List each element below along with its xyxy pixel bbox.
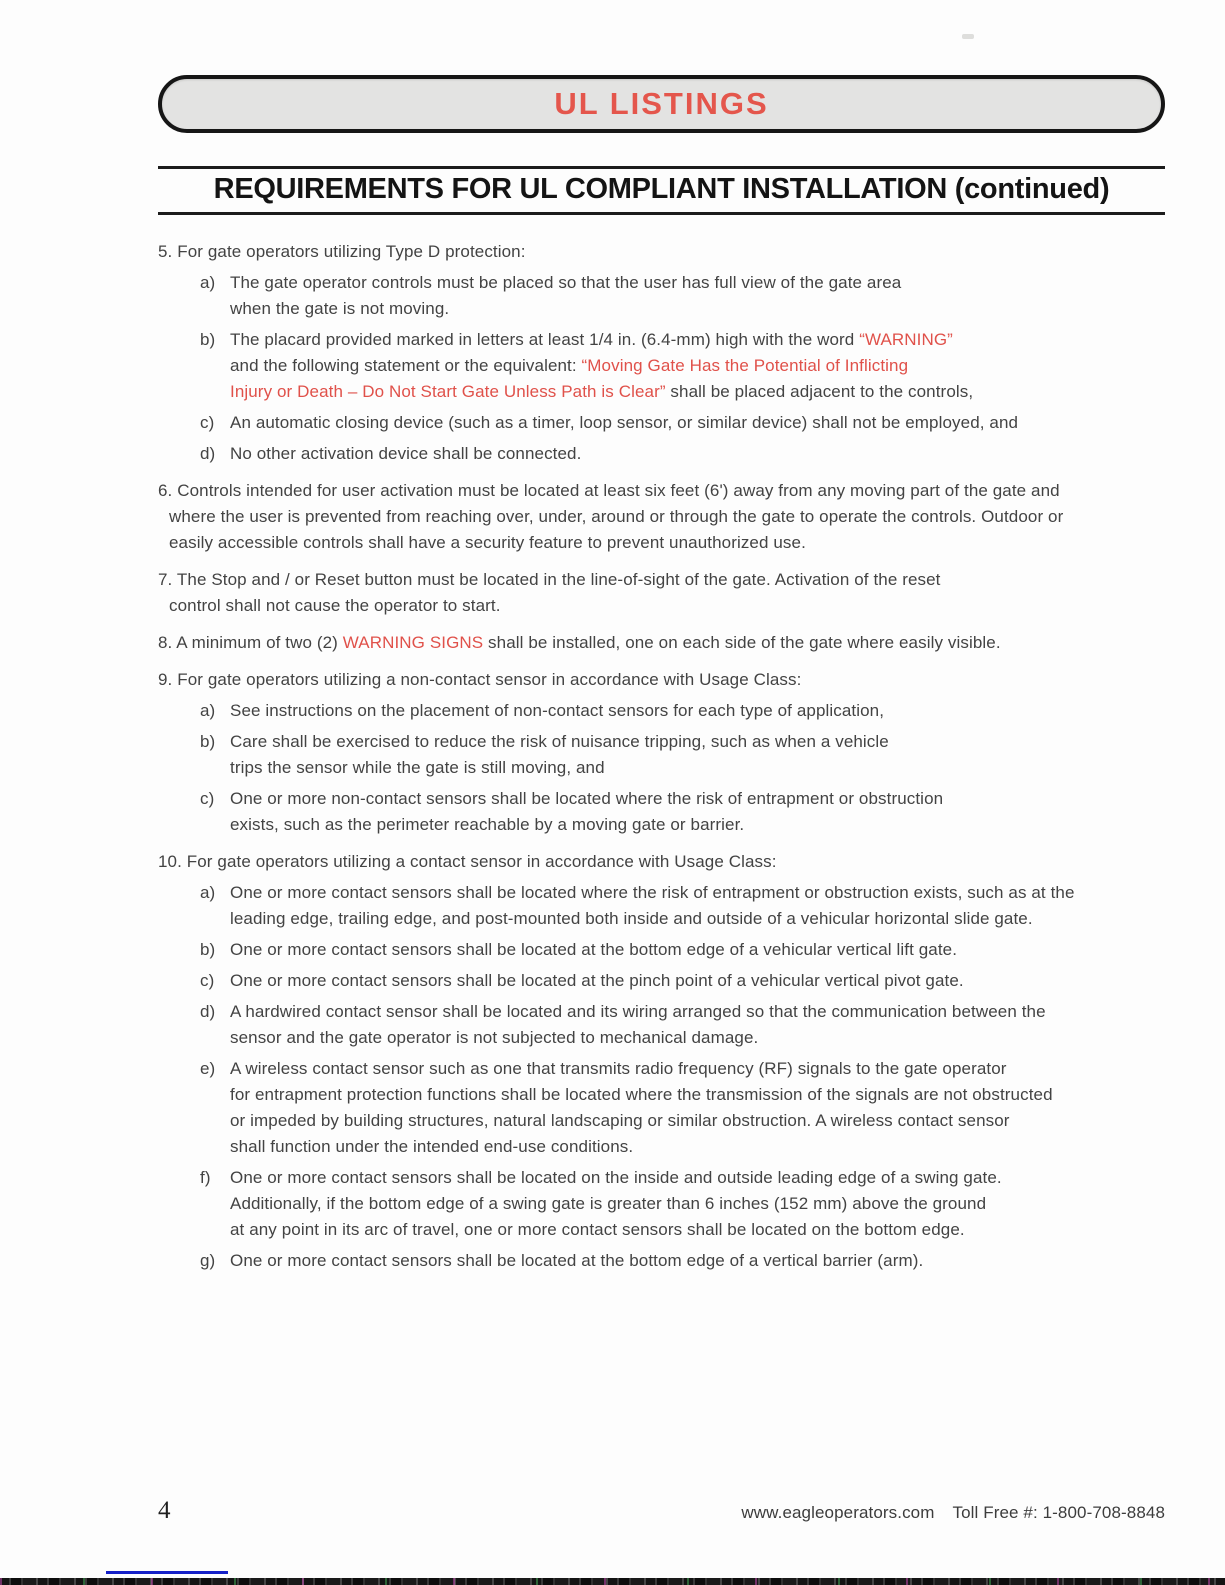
text-line: An automatic closing device (such as a timer, loop sensor, or similar device) shall not be employed, and [230, 413, 1019, 432]
text-line [158, 567, 1165, 593]
item-label: b) [200, 330, 216, 349]
list-item-10c [200, 968, 1165, 994]
item-label: b) [200, 940, 216, 959]
page-title: REQUIREMENTS FOR UL COMPLIANT INSTALLATION (continued) [213, 173, 1110, 205]
text-line: at any point in its arc of travel, one or more contact sensors shall be located on the bottom edge. [230, 1220, 965, 1239]
item-text [230, 999, 1165, 1051]
text-line: A hardwired contact sensor shall be located and its wiring arranged so that the communication between the [230, 1002, 1046, 1021]
text-line: Care shall be exercised to reduce the risk of nuisance tripping, such as when a vehicle [230, 732, 889, 751]
text-segment: A minimum of two (2) [176, 633, 343, 652]
text-line: control shall not cause the operator to start. [169, 596, 501, 615]
item-number: 8. [158, 633, 173, 652]
text-line [158, 667, 1165, 693]
item-label: a) [200, 273, 216, 292]
list-item-5d [200, 441, 1165, 467]
item-text [230, 410, 1165, 436]
item-text [230, 441, 1165, 467]
item-text [230, 1248, 1165, 1274]
text-line: One or more contact sensors shall be located at the pinch point of a vehicular vertical pivot gate. [230, 971, 964, 990]
text-line [230, 379, 1165, 405]
text-line: when the gate is not moving. [230, 299, 450, 318]
text-segment: shall be placed adjacent to the controls, [665, 382, 974, 401]
item-label: e) [200, 1059, 216, 1078]
text-line: shall function under the intended end-use conditions. [230, 1137, 634, 1156]
item-text: The Stop and / or Reset button must be located in the line-of-sight of the gate. Activation of the reset [176, 570, 941, 589]
item-text [230, 1165, 1165, 1243]
item-label: a) [200, 883, 216, 902]
item-label: d) [200, 444, 216, 463]
list-item-9b [200, 729, 1165, 781]
text-line: exists, such as the perimeter reachable by a moving gate or barrier. [230, 815, 745, 834]
item-label: d) [200, 1002, 216, 1021]
text-line: Additionally, if the bottom edge of a swing gate is greater than 6 inches (152 mm) above the ground [230, 1194, 987, 1213]
text-line [158, 478, 1165, 504]
text-line: One or more contact sensors shall be located on the inside and outside leading edge of a swing gate. [230, 1168, 1002, 1187]
item-text [230, 968, 1165, 994]
requirements-list [158, 239, 1165, 1274]
list-item-7 [158, 567, 1165, 619]
text-line: sensor and the gate operator is not subjected to mechanical damage. [230, 1028, 759, 1047]
list-item-9c [200, 786, 1165, 838]
text-line: easily accessible controls shall have a security feature to prevent unauthorized use. [169, 533, 806, 552]
item-number: 5. [158, 242, 173, 261]
footer-phone: Toll Free #: 1-800-708-8848 [952, 1503, 1165, 1522]
list-item-5c [200, 410, 1165, 436]
banner-title: UL LISTINGS [554, 86, 769, 121]
item-text: For gate operators utilizing a contact sensor in accordance with Usage Class: [186, 852, 777, 871]
scan-edge-artifact [0, 1578, 1225, 1585]
item-text [230, 698, 1165, 724]
page-content [158, 0, 1165, 1274]
list-item-5 [158, 239, 1165, 265]
text-line: or impeded by building structures, natural landscaping or similar obstruction. A wireless contact sensor [230, 1111, 1010, 1130]
list-item-10d [200, 999, 1165, 1051]
item-label: c) [200, 413, 215, 432]
item-label: f) [200, 1168, 211, 1187]
page-footer [158, 1497, 1165, 1525]
text-line: A wireless contact sensor such as one that transmits radio frequency (RF) signals to the gate operator [230, 1059, 1007, 1078]
list-item-10g [200, 1248, 1165, 1274]
section-title-bar [158, 166, 1165, 215]
footer-website: www.eagleoperators.com [741, 1503, 935, 1522]
item-label: g) [200, 1251, 216, 1270]
text-line [158, 239, 1165, 265]
page-number: 4 [158, 1497, 171, 1524]
item-label: a) [200, 701, 216, 720]
scan-blue-line-artifact [106, 1571, 228, 1574]
list-item-10a [200, 880, 1165, 932]
item-label: c) [200, 971, 215, 990]
item-label: b) [200, 732, 216, 751]
text-line: No other activation device shall be connected. [230, 444, 582, 463]
list-item-9 [158, 667, 1165, 693]
item-text [230, 880, 1165, 932]
text-line: The gate operator controls must be placed so that the user has full view of the gate area [230, 273, 902, 292]
list-item-10e [200, 1056, 1165, 1160]
item-number: 10. [158, 852, 182, 871]
text-line: One or more contact sensors shall be located where the risk of entrapment or obstruction exists, such as at the [230, 883, 1075, 902]
item-number: 9. [158, 670, 173, 689]
warning-text: “Moving Gate Has the Potential of Inflicting [581, 356, 909, 375]
text-line: One or more non-contact sensors shall be located where the risk of entrapment or obstruction [230, 789, 944, 808]
footer-contact [741, 1503, 1165, 1523]
item-text [230, 729, 1165, 781]
text-line: where the user is prevented from reaching over, under, around or through the gate to operate the controls. Outdoor or [169, 507, 1064, 526]
text-line: leading edge, trailing edge, and post-mounted both inside and outside of a vehicular horizontal slide gate. [230, 909, 1033, 928]
warning-signs-text: WARNING SIGNS [342, 633, 484, 652]
text-line [158, 849, 1165, 875]
text-line: trips the sensor while the gate is still moving, and [230, 758, 605, 777]
text-line: See instructions on the placement of non-contact sensors for each type of application, [230, 701, 885, 720]
ul-listings-banner [158, 75, 1165, 133]
text-line [230, 327, 1165, 353]
text-line: for entrapment protection functions shall be located where the transmission of the signals are not obstructed [230, 1085, 1053, 1104]
list-item-8 [158, 630, 1165, 656]
text-line: One or more contact sensors shall be located at the bottom edge of a vehicular vertical lift gate. [230, 940, 958, 959]
item-text [230, 937, 1165, 963]
list-item-10b [200, 937, 1165, 963]
text-segment: shall be installed, one on each side of the gate where easily visible. [483, 633, 1001, 652]
item-number: 6. [158, 481, 173, 500]
list-item-10 [158, 849, 1165, 875]
text-segment: and the following statement or the equivalent: [230, 356, 582, 375]
list-item-9a [200, 698, 1165, 724]
text-line [158, 630, 1165, 656]
list-item-5b [200, 327, 1165, 405]
item-text: For gate operators utilizing a non-contact sensor in accordance with Usage Class: [177, 670, 802, 689]
item-text: For gate operators utilizing Type D protection: [177, 242, 526, 261]
warning-text: Injury or Death – Do Not Start Gate Unless Path is Clear” [230, 382, 666, 401]
text-line: One or more contact sensors shall be located at the bottom edge of a vertical barrier (arm). [230, 1251, 924, 1270]
item-label: c) [200, 789, 215, 808]
item-text [230, 786, 1165, 838]
item-text [230, 270, 1165, 322]
item-number: 7. [158, 570, 173, 589]
list-item-10f [200, 1165, 1165, 1243]
item-text: Controls intended for user activation must be located at least six feet (6') away from any moving part of the gate and [177, 481, 1060, 500]
item-text [230, 1056, 1165, 1160]
list-item-6 [158, 478, 1165, 556]
warning-text: “WARNING” [859, 330, 953, 349]
text-segment: The placard provided marked in letters at least 1/4 in. (6.4-mm) high with the word [230, 330, 860, 349]
list-item-5a [200, 270, 1165, 322]
text-line [230, 353, 1165, 379]
item-text [230, 327, 1165, 405]
